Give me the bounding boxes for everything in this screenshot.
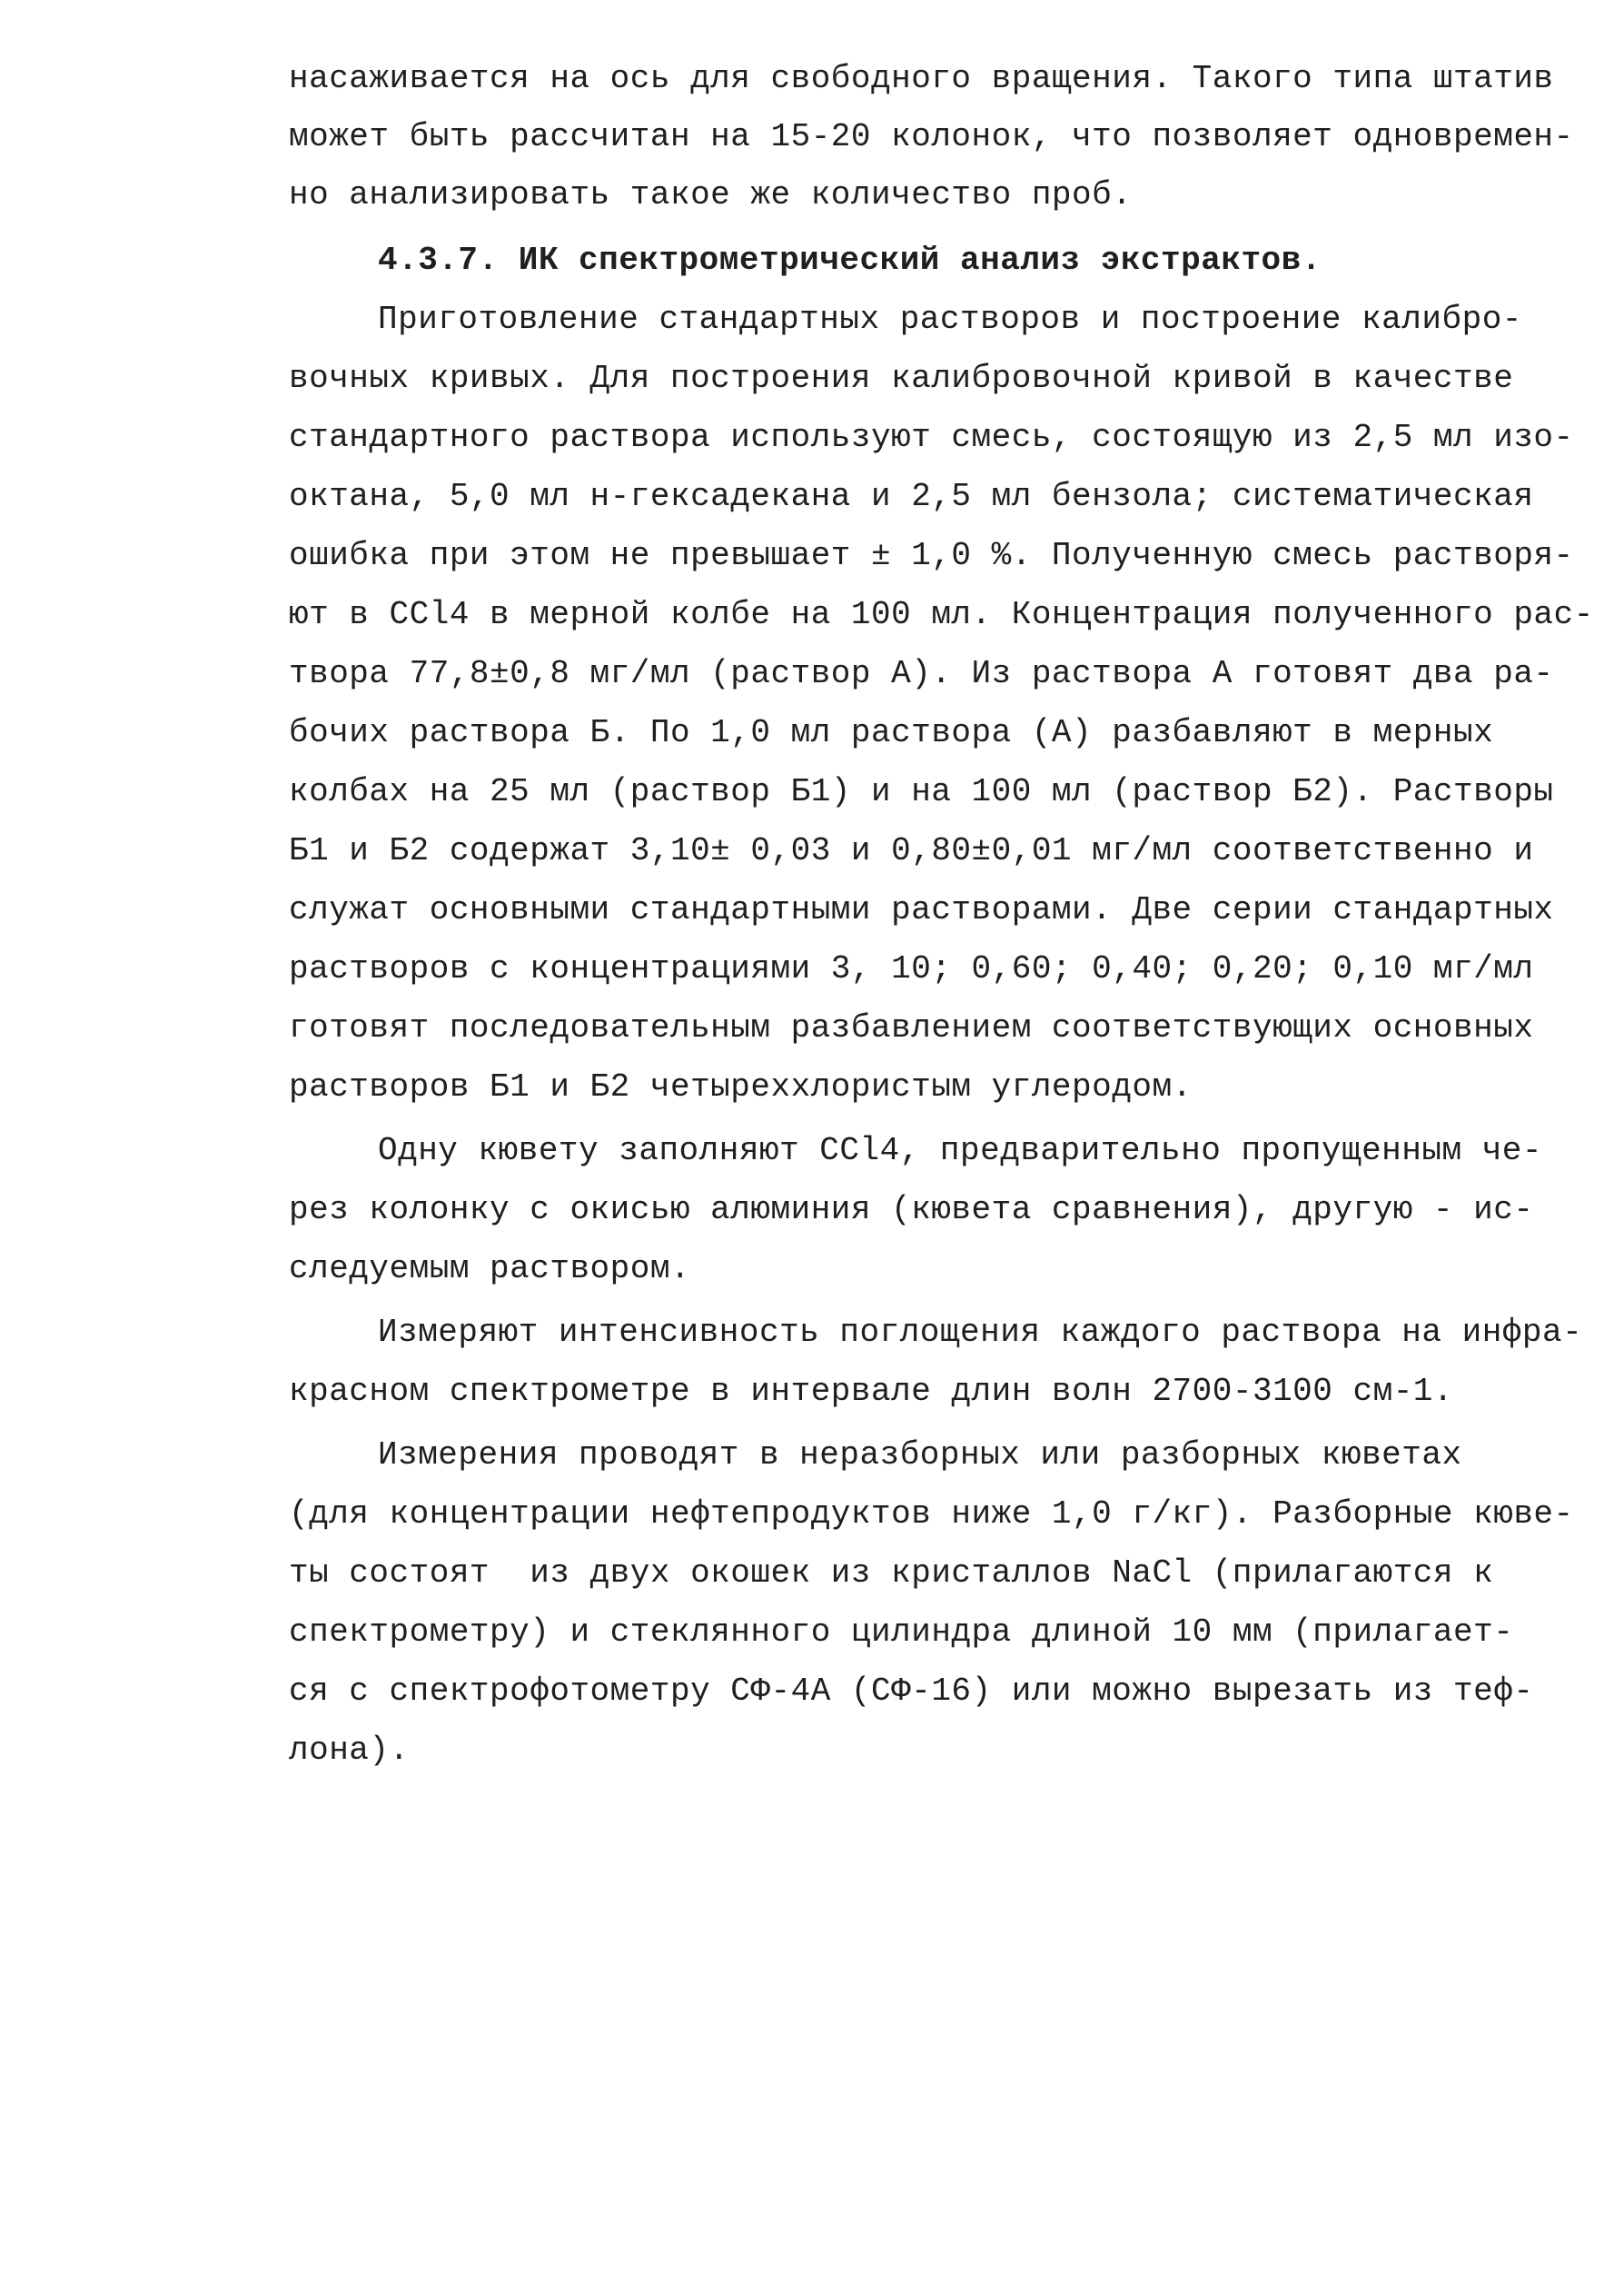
text-line: стандартного раствора используют смесь, состоящую из 2,5 мл изо- [289, 419, 1574, 456]
text-line: Приготовление стандартных растворов и построение калибро- [378, 301, 1522, 338]
text-line: ты состоят из двух окошек из кристаллов NaCl (прилагаются к [289, 1554, 1494, 1592]
text-line: лона). [289, 1732, 410, 1769]
text-line: Измерения проводят в неразборных или разборных кюветах [378, 1436, 1462, 1474]
text-line: рез колонку с окисью алюминия (кювета сравнения), другую - ис- [289, 1191, 1534, 1228]
text-line: Одну кювету заполняют CCl4, предварительно пропущенным че- [378, 1132, 1543, 1169]
text-line: служат основными стандартными растворами. Две серии стандартных [289, 891, 1554, 928]
text-line: твора 77,8±0,8 мг/мл (раствор А). Из раствора А готовят два ра- [289, 655, 1554, 692]
text-line: бочих раствора Б. По 1,0 мл раствора (А) разбавляют в мерных [289, 714, 1494, 751]
text-line: растворов Б1 и Б2 четыреххлористым углеродом. [289, 1068, 1193, 1106]
text-line: октана, 5,0 мл н-гексадекана и 2,5 мл бензола; систематическая [289, 478, 1534, 515]
text-line: Б1 и Б2 содержат 3,10± 0,03 и 0,80±0,01 мг/мл соответственно и [289, 832, 1534, 869]
text-line: но анализировать такое же количество проб. [289, 176, 1133, 213]
text-line: (для концентрации нефтепродуктов ниже 1,0 г/кг). Разборные кюве- [289, 1495, 1574, 1533]
text-line: колбах на 25 мл (раствор Б1) и на 100 мл (раствор Б2). Растворы [289, 773, 1554, 810]
section-heading: 4.3.7. ИК спектрометрический анализ экстрактов. [378, 242, 1322, 279]
text-line: готовят последовательным разбавлением соответствующих основных [289, 1009, 1534, 1047]
text-line: ошибка при этом не превышает ± 1,0 %. Полученную смесь растворя- [289, 537, 1574, 574]
text-line: ют в CCl4 в мерной колбе на 100 мл. Концентрация полученного рас- [289, 596, 1594, 633]
text-line: Измеряют интенсивность поглощения каждого раствора на инфра- [378, 1314, 1583, 1351]
text-line: вочных кривых. Для построения калибровочной кривой в качестве [289, 360, 1514, 397]
text-line: ся с спектрофотометру СФ-4А (СФ-16) или можно вырезать из теф- [289, 1673, 1534, 1710]
text-line: может быть рассчитан на 15-20 колонок, что позволяет одновремен- [289, 118, 1574, 155]
text-line: следуемым раствором. [289, 1250, 691, 1287]
text-line: насаживается на ось для свободного вращения. Такого типа штатив [289, 60, 1554, 97]
text-line: спектрометру) и стеклянного цилиндра длиной 10 мм (прилагает- [289, 1613, 1514, 1651]
text-line: красном спектрометре в интервале длин волн 2700-3100 см-1. [289, 1373, 1454, 1410]
text-line: растворов с концентрациями 3, 10; 0,60; 0,40; 0,20; 0,10 мг/мл [289, 950, 1534, 988]
